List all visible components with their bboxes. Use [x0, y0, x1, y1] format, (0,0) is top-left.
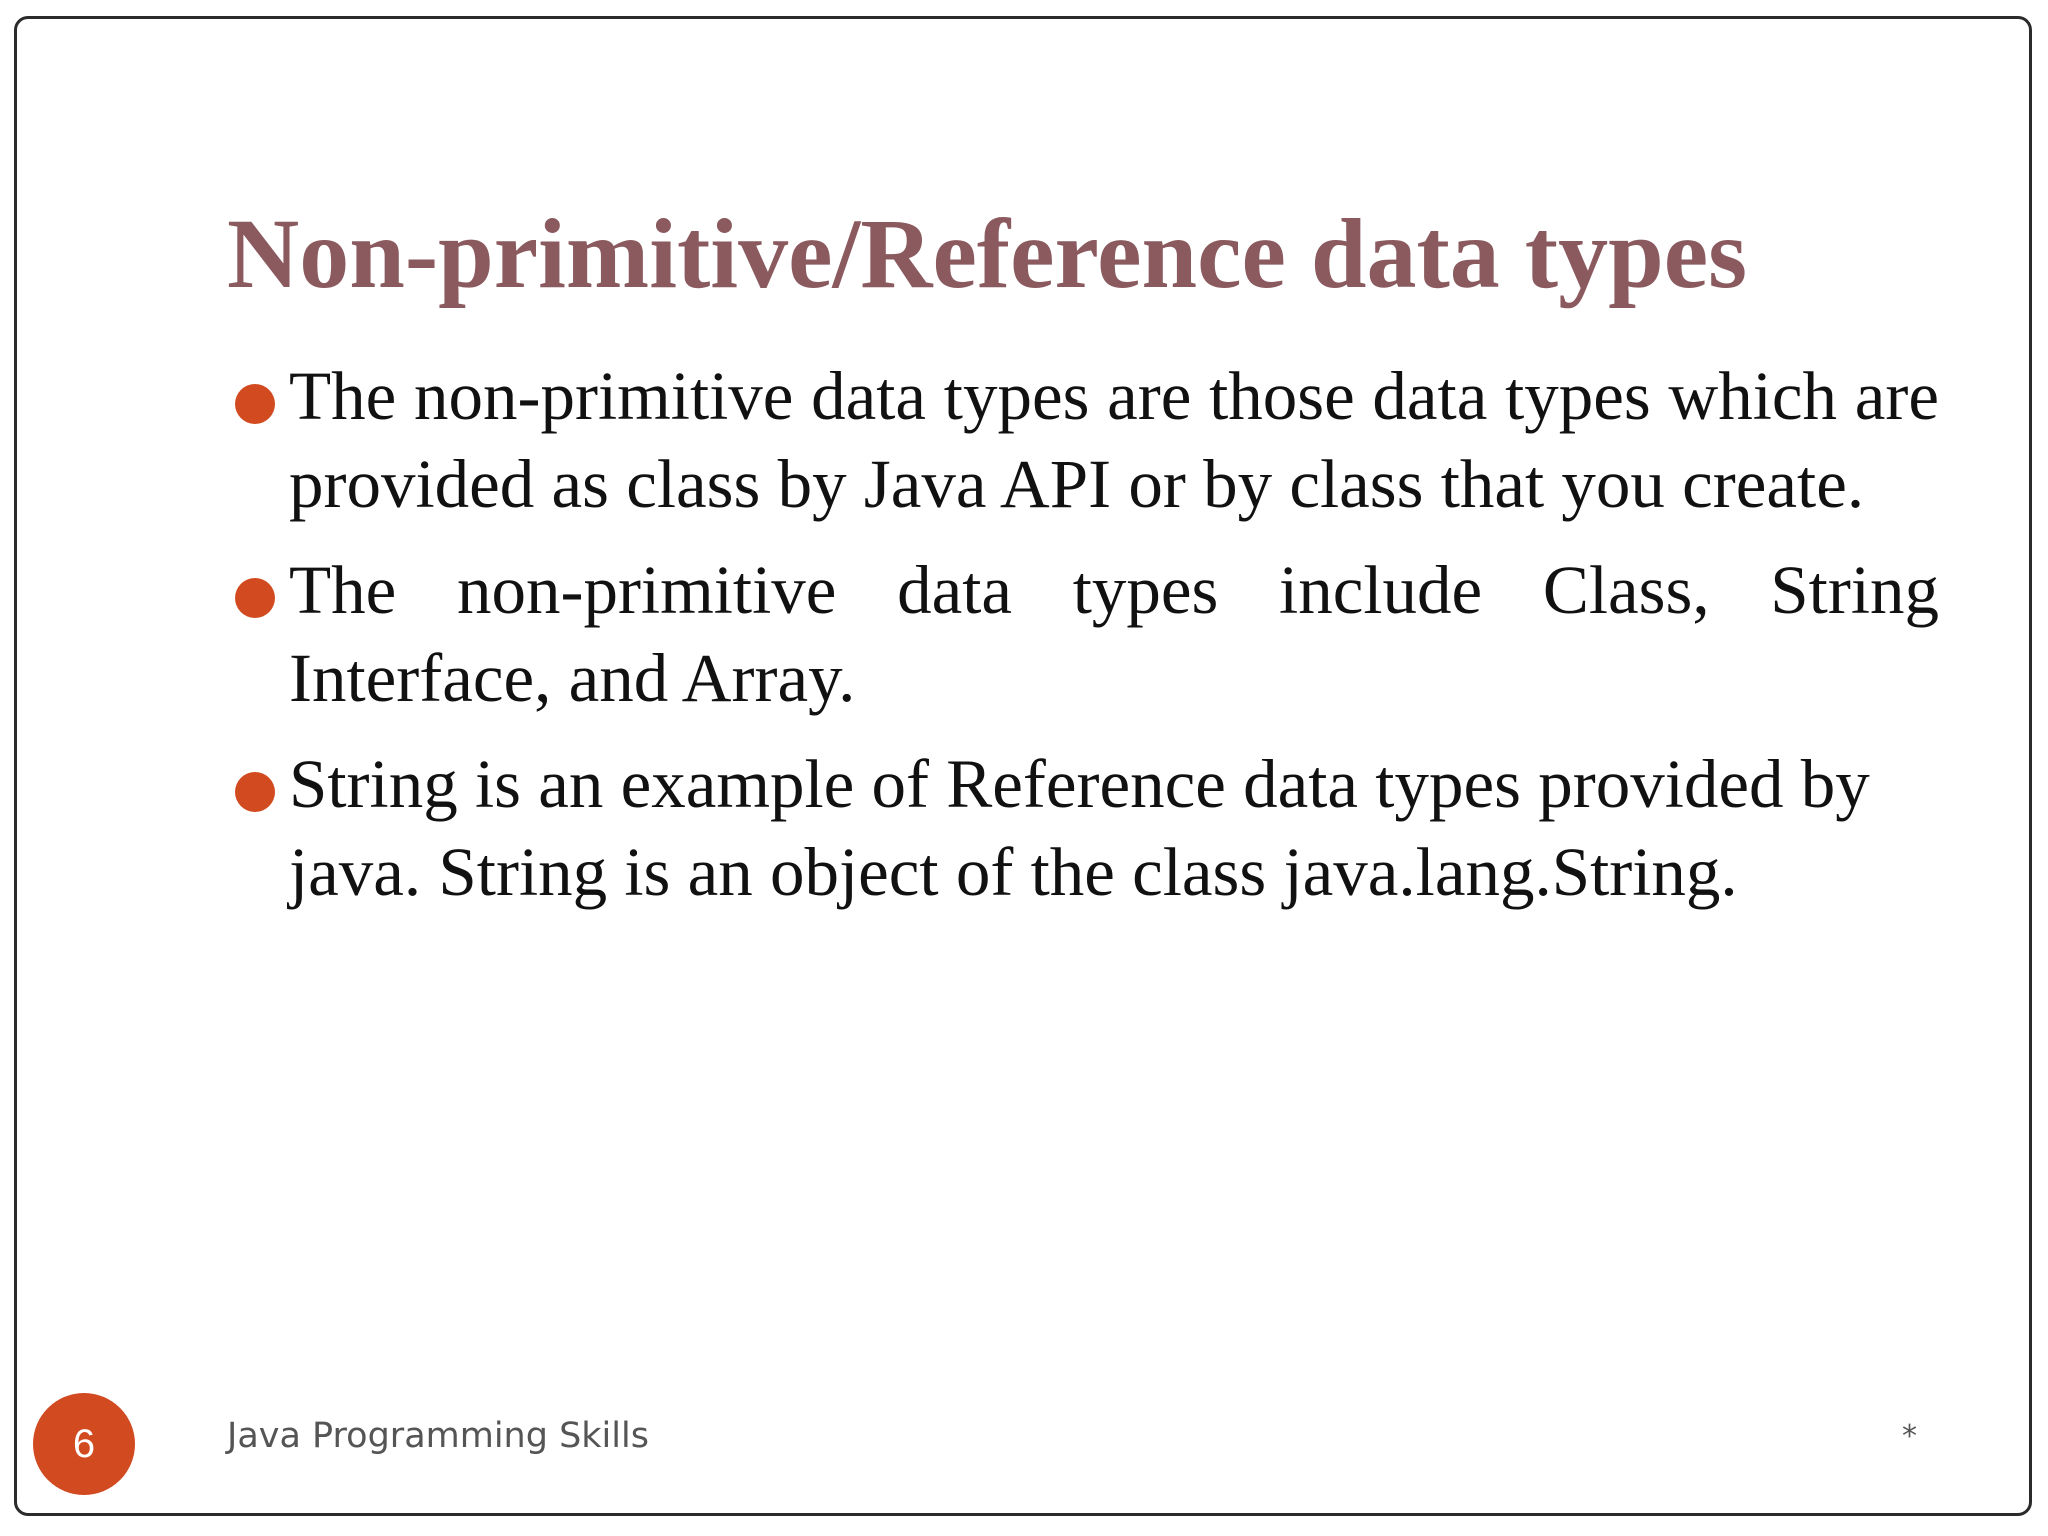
bullet-item [289, 740, 1939, 916]
bullet-dot-icon [235, 772, 275, 812]
slide-title: Non-primitive/Reference data types [227, 198, 1748, 309]
slide-number-badge: 6 [33, 1393, 135, 1495]
bullet-item [289, 546, 1939, 722]
bullet-text: The non-primitive data types include Class, String Interface, and Array. [289, 552, 1939, 716]
bullet-list [289, 352, 1939, 934]
bullet-dot-icon [235, 578, 275, 618]
bullet-text: The non-primitive data types are those data types which are provided as class by Java API or by class that you create. [289, 358, 1939, 522]
slide-frame [14, 16, 2032, 1516]
bullet-dot-icon [235, 384, 275, 424]
bullet-item [289, 352, 1939, 528]
footer-date-mark: * [1902, 1419, 1917, 1454]
bullet-text: String is an example of Reference data types provided by java. String is an object of the class java.lang.String. [289, 746, 1870, 910]
footer-course-name: Java Programming Skills [227, 1416, 649, 1456]
